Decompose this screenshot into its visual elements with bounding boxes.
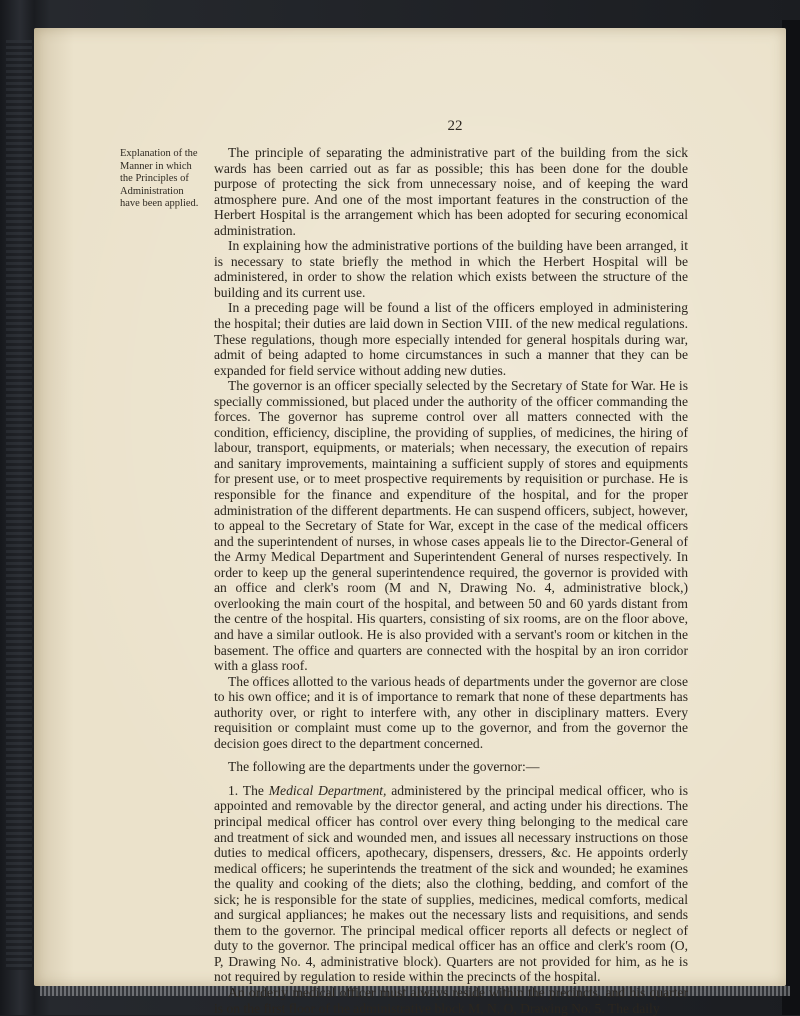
item-text: administered by the principal medical officer, who is appointed and removable by the director general, and acting under his directions. The principal medical officer has control over every thing belonging to the medical care and treatment of sick and wounded men, and issues all necessary instructions on those duties to medical officers, apothecary, dispensers, dressers, &c. He appoints orderly medical officers; he superintends the treatment of the sick and wounded; he examines the quality and cooking of the diets; also the clothing, bedding, and comfort of the sick; he is responsible for the state of supplies, medicines, medical comforts, medical and surgical appliances; he makes out the necessary lists and requisitions, and sends them to the governor. The principal medical officer reports all defects or neglect of duty to the governor. The principal medical officer has an office and clerk's room (O, P, Drawing No. 4, administrative block). Quarters are not provided for him, as he is not required by regulation to reside within the precincts of the hospital. xyxy=(214,782,689,985)
sidenote-line: Explanation of the xyxy=(120,148,198,159)
paragraph: The principle of separating the administrative part of the building from the sick wards has been carried out as far as possible; this has been done for the double purpose of protecting the sick from unnecessary noise, and of keeping the ward atmosphere pure. And one of the most important features in the construction of the Herbert Hospital is the arrangement which has been adopted for securing economical administration. xyxy=(214,145,688,238)
paragraph: The following are the departments under the governor:— xyxy=(228,759,540,775)
department-name: Medical Department, xyxy=(268,782,387,798)
item-number: 1. The xyxy=(228,782,264,798)
sidenote-line: Administration xyxy=(120,185,184,197)
body-text xyxy=(214,145,688,1016)
paragraph: In a preceding page will be found a list of the officers employed in administering the hospital; their duties are laid down in Section VIII. of the new medical regulations. These regulations, though more especially intended for general hospitals during war, admit of being adapted to home circumstances in such a manner that they can be expanded for field service without adding new duties. xyxy=(214,300,688,378)
sidenote-line: the Principles of xyxy=(120,173,189,184)
paragraph: The offices allotted to the various heads of departments under the governor are close to his own office; and it is of importance to remark that none of these departments has authority over, or right to interfere with, any other in disciplinary matters. Every requisition or complaint must come up to the governor, and from the governor the decision goes direct to the department concerned. xyxy=(214,673,688,751)
list-item-medical-department xyxy=(214,783,688,985)
paragraph: An orderly medical officer must always reside within the precincts, and his quarter is on the first floor of the administrative block M, N, O, Drawing No. 5. The daily xyxy=(214,984,688,1016)
page-number: 22 xyxy=(447,118,463,134)
paragraph: In explaining how the administrative portions of the building have been arranged, it is necessary to state briefly the method in which the Herbert Hospital will be administered, in order to show the relation which exists between the structure of the building and its current use. xyxy=(214,238,688,300)
margin-sidenote xyxy=(120,148,212,211)
sidenote-line: Manner in which xyxy=(120,160,192,172)
binding-cloth-texture xyxy=(6,40,32,970)
paragraph: The governor is an officer specially selected by the Secretary of State for War. He is specially commissioned, but placed under the authority of the officer commanding the forces. The governor has supreme control over all matters connected with the condition, efficiency, discipline, the providing of supplies, of medicines, the hiring of labour, transport, equipments, or materials; when necessary, the execution of repairs and sanitary improvements, maintaining a sufficient supply of stores and equipments for present use, or to meet prospective requirements by requisition or purchase. He is responsible for the finance and expenditure of the hospital, and for the proper administration of the different departments. He can suspend officers, subject, however, to appeal to the Secretary of State for War, except in the case of the medical officers and the superintendent of nurses, in whose cases appeals lie to the Director-General of the Army Medical Department and Superintendent General of nurses respectively. In order to keep up the general superintendence required, the governor is provided with an office and clerk's room (M and N, Drawing No. 4, administrative block,) overlooking the main court of the hospital, and between 50 and 60 yards distant from the centre of the hospital. His quarters, consisting of six rooms, are on the floor above, and have a similar outlook. He is also provided with a servant's room or kitchen in the basement. The office and quarters are connected with the hospital by an iron corridor with a glass roof. xyxy=(214,378,688,674)
sidenote-line: have been applied. xyxy=(120,198,199,209)
